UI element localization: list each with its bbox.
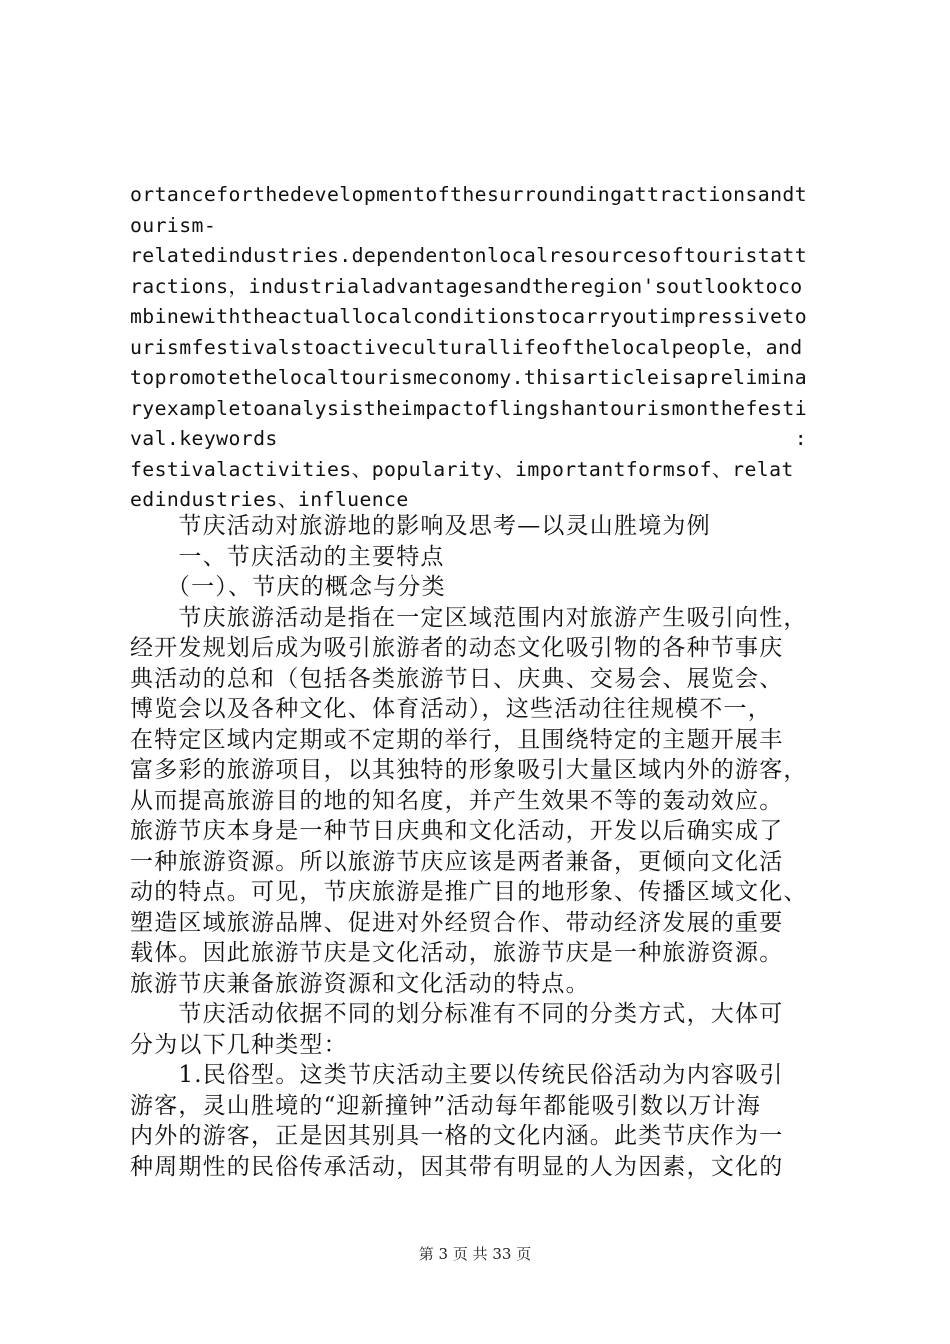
abstract-line: topromotethelocaltourismeconomy.thisarticleisaprelimina bbox=[130, 366, 808, 389]
abstract-line: ryexampletoanalysistheimpactoflingshantourismonthefesti bbox=[130, 396, 808, 420]
section-heading: 一、节庆活动的主要特点 bbox=[130, 543, 445, 570]
paragraph-line: 游客，灵山胜境的“迎新撞钟”活动每年都能吸引数以万计海 bbox=[130, 1092, 761, 1119]
paragraph-line: 从而提高旅游目的地的知名度，并产生效果不等的轰动效应。 bbox=[130, 787, 784, 814]
abstract-line: ortanceforthedevelopmentofthesurroundingattractionsandt bbox=[130, 183, 808, 206]
paragraph-line: 分为以下几种类型： bbox=[130, 1031, 348, 1058]
abstract-line: festivalactivities、popularity、importantformsof、relat bbox=[130, 457, 794, 481]
paragraph-line: 经开发规划后成为吸引旅游者的动态文化吸引物的各种节事庆 bbox=[130, 635, 784, 661]
paragraph-line: 内外的游客，正是因其别具一格的文化内涵。此类节庆作为一 bbox=[130, 1123, 784, 1149]
paragraph-line: 在特定区域内定期或不定期的举行，且围绕特定的主题开展丰 bbox=[130, 726, 784, 753]
paragraph-line: 节庆活动依据不同的划分标准有不同的分类方式，大体可 bbox=[130, 1001, 784, 1027]
abstract-line: edindustries、influence bbox=[130, 488, 409, 511]
paragraph-line: 旅游节庆兼备旅游资源和文化活动的特点。 bbox=[130, 970, 590, 997]
paragraph-line: 塑造区域旅游品牌、促进对外经贸合作、带动经济发展的重要 bbox=[130, 909, 784, 936]
abstract-line: relatedindustries.dependentonlocalresourcesoftouristatt bbox=[130, 244, 808, 267]
paragraph-line: 富多彩的旅游项目，以其独特的形象吸引大量区域内外的游客， bbox=[130, 757, 808, 783]
paragraph-line: 旅游节庆本身是一种节日庆典和文化活动，开发以后确实成了 bbox=[130, 818, 784, 844]
paragraph-line: 一种旅游资源。所以旅游节庆应该是两者兼备，更倾向文化活 bbox=[130, 848, 784, 875]
paragraph-line: 载体。因此旅游节庆是文化活动，旅游节庆是一种旅游资源。 bbox=[130, 940, 784, 966]
page-footer: 第 3 页 共 33 页 bbox=[418, 1245, 532, 1263]
paragraph-line: 1.民俗型。这类节庆活动主要以传统民俗活动为内容吸引 bbox=[130, 1062, 784, 1088]
paragraph-line: 典活动的总和（包括各类旅游节日、庆典、交易会、展览会、 bbox=[130, 665, 784, 692]
abstract-line: val.keywords : bbox=[130, 427, 808, 450]
subsection-heading: （一）、节庆的概念与分类 bbox=[130, 574, 446, 600]
abstract-line: ourism- bbox=[130, 213, 217, 237]
abstract-line: urismfestivalstoactiveculturallifeofthelocalpeople，and bbox=[130, 335, 803, 359]
abstract-line: ractions，industrialadvantagesandtheregion'soutlooktoco bbox=[130, 274, 803, 298]
paragraph-line: 种周期性的民俗传承活动，因其带有明显的人为因素，文化的 bbox=[130, 1153, 784, 1180]
paragraph-line: 动的特点。可见，节庆旅游是推广目的地形象、传播区域文化、 bbox=[130, 879, 808, 905]
paragraph-line: 节庆旅游活动是指在一定区域范围内对旅游产生吸引向性， bbox=[130, 604, 808, 631]
paragraph-line: 博览会以及各种文化、体育活动），这些活动往往规模不一， bbox=[130, 696, 772, 722]
article-title: 节庆活动对旅游地的影响及思考—以灵山胜境为例 bbox=[130, 513, 711, 539]
abstract-line: mbinewiththeactuallocalconditionstocarryoutimpressiveto bbox=[130, 305, 808, 328]
